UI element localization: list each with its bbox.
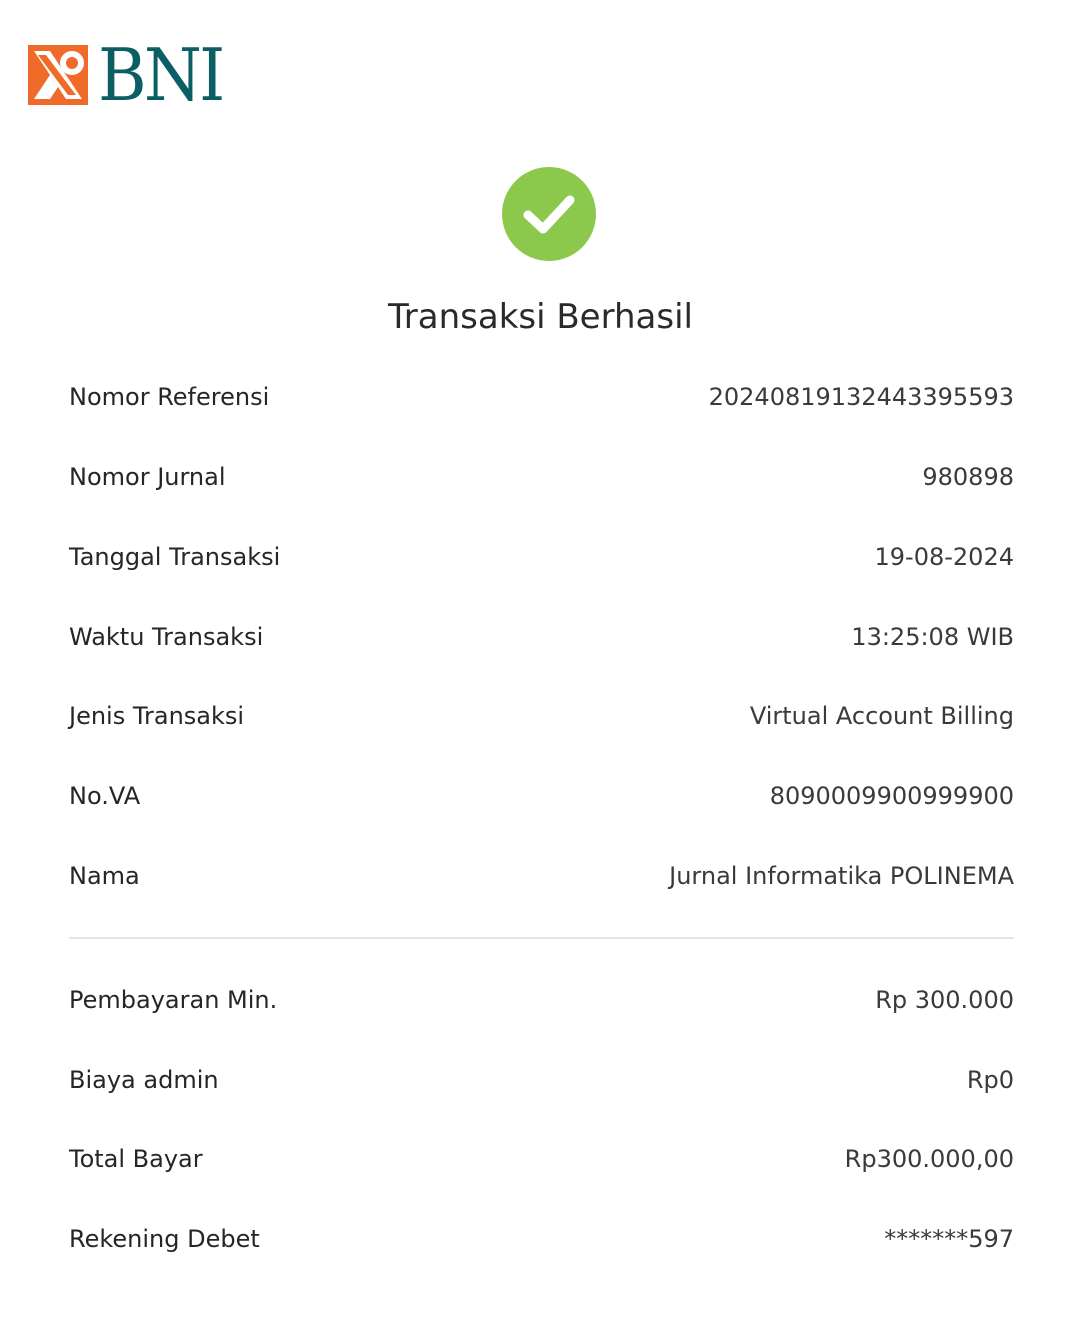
section-divider [69, 937, 1014, 939]
payment-value: Rp300.000,00 [844, 1145, 1014, 1173]
detail-label: Tanggal Transaksi [69, 543, 281, 571]
detail-value: 980898 [922, 463, 1014, 491]
detail-value: 20240819132443395593 [708, 383, 1014, 411]
bni-logo-text: BNI [98, 33, 223, 117]
detail-value: Virtual Account Billing [749, 702, 1014, 730]
check-circle-icon [502, 167, 596, 261]
payment-label: Rekening Debet [69, 1225, 260, 1253]
detail-value: Jurnal Informatika POLINEMA [669, 862, 1014, 890]
payment-label: Pembayaran Min. [69, 986, 278, 1014]
payment-value: *******597 [884, 1225, 1014, 1253]
payment-row-minimum [69, 982, 1014, 1018]
detail-row-journal-number [69, 459, 1014, 495]
status-title: Transaksi Berhasil [388, 297, 693, 337]
detail-value: 19-08-2024 [874, 543, 1014, 571]
bni-logo-mark-icon [28, 45, 88, 105]
payment-row-debit-account [69, 1221, 1014, 1257]
detail-row-name [69, 858, 1014, 894]
detail-value: 8090009900999900 [769, 782, 1014, 810]
detail-label: Waktu Transaksi [69, 623, 264, 651]
detail-label: No.VA [69, 782, 141, 810]
detail-row-transaction-date [69, 539, 1014, 575]
detail-row-transaction-time [69, 619, 1014, 655]
detail-row-transaction-type [69, 698, 1014, 734]
payment-value: Rp0 [966, 1066, 1014, 1094]
detail-label: Nomor Jurnal [69, 463, 226, 491]
bni-logo [28, 33, 233, 117]
detail-row-reference-number [69, 379, 1014, 415]
payment-row-admin-fee [69, 1062, 1014, 1098]
payment-value: Rp 300.000 [875, 986, 1014, 1014]
detail-label: Nama [69, 862, 140, 890]
payment-row-total [69, 1141, 1014, 1177]
payment-label: Biaya admin [69, 1066, 219, 1094]
detail-label: Jenis Transaksi [69, 702, 245, 730]
detail-value: 13:25:08 WIB [851, 623, 1014, 651]
payment-label: Total Bayar [69, 1145, 203, 1173]
detail-row-va-number [69, 778, 1014, 814]
detail-label: Nomor Referensi [69, 383, 270, 411]
